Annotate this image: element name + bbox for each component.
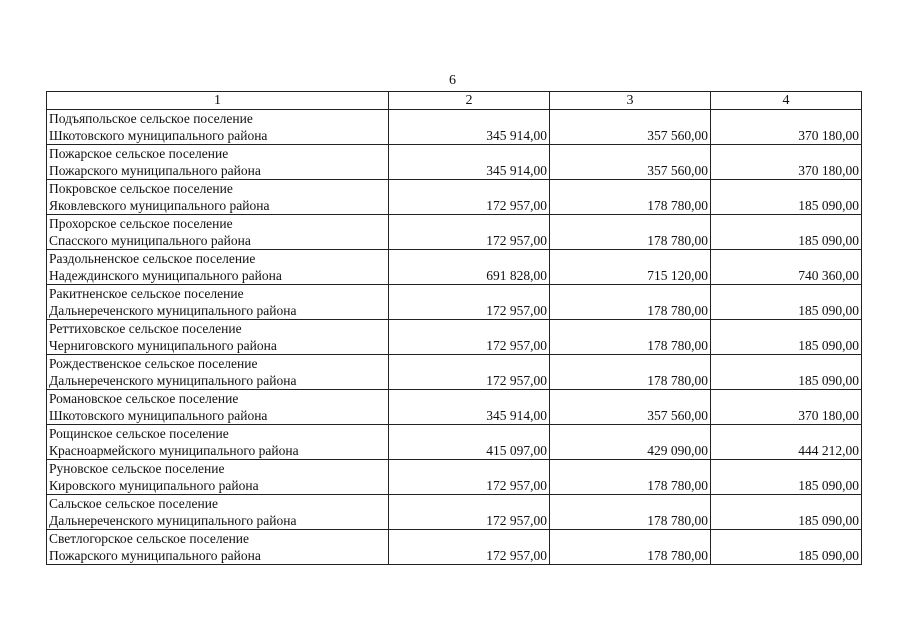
amount-col-4: 185 090,00 (711, 495, 862, 530)
settlement-name: Реттиховское сельское поселение (49, 321, 242, 336)
amount-col-2: 345 914,00 (389, 390, 550, 425)
settlement-name-cell (47, 530, 389, 565)
amount-col-4: 185 090,00 (711, 530, 862, 565)
amount-col-2: 172 957,00 (389, 495, 550, 530)
settlement-name-cell (47, 355, 389, 390)
amount-col-4: 370 180,00 (711, 145, 862, 180)
settlement-name: Прохорское сельское поселение (49, 216, 233, 231)
amount-col-3: 178 780,00 (550, 320, 711, 355)
amount-col-3: 178 780,00 (550, 180, 711, 215)
amount-col-4: 370 180,00 (711, 390, 862, 425)
district-name: Дальнереченского муниципального района (49, 303, 297, 318)
amount-col-3: 715 120,00 (550, 250, 711, 285)
table-row (47, 215, 862, 250)
district-name: Яковлевского муниципального района (49, 198, 270, 213)
settlement-name-cell (47, 145, 389, 180)
settlement-name: Рождественское сельское поселение (49, 356, 258, 371)
amount-col-3: 357 560,00 (550, 110, 711, 145)
table-row (47, 495, 862, 530)
amount-col-2: 172 957,00 (389, 320, 550, 355)
settlement-name: Покровское сельское поселение (49, 181, 233, 196)
settlement-name: Раздольненское сельское поселение (49, 251, 256, 266)
district-name: Надеждинского муниципального района (49, 268, 282, 283)
table-row (47, 250, 862, 285)
table-row (47, 425, 862, 460)
amount-col-4: 185 090,00 (711, 215, 862, 250)
settlement-name: Руновское сельское поселение (49, 461, 225, 476)
table-row (47, 110, 862, 145)
settlement-name: Романовское сельское поселение (49, 391, 239, 406)
table-row (47, 530, 862, 565)
amount-col-2: 415 097,00 (389, 425, 550, 460)
budget-table (46, 91, 862, 565)
settlement-name-cell (47, 425, 389, 460)
amount-col-4: 185 090,00 (711, 320, 862, 355)
amount-col-2: 345 914,00 (389, 145, 550, 180)
table-row (47, 285, 862, 320)
amount-col-2: 172 957,00 (389, 285, 550, 320)
amount-col-3: 178 780,00 (550, 215, 711, 250)
amount-col-4: 444 212,00 (711, 425, 862, 460)
amount-col-3: 357 560,00 (550, 145, 711, 180)
district-name: Пожарского муниципального района (49, 163, 261, 178)
district-name: Красноармейского муниципального района (49, 443, 299, 458)
settlement-name: Светлогорское сельское поселение (49, 531, 250, 546)
district-name: Шкотовского муниципального района (49, 128, 268, 143)
district-name: Черниговского муниципального района (49, 338, 277, 353)
amount-col-4: 185 090,00 (711, 460, 862, 495)
settlement-name: Ракитненское сельское поселение (49, 286, 244, 301)
settlement-name-cell (47, 250, 389, 285)
page-number: 6 (449, 73, 456, 88)
amount-col-2: 172 957,00 (389, 530, 550, 565)
amount-col-2: 172 957,00 (389, 355, 550, 390)
table-row (47, 390, 862, 425)
district-name: Пожарского муниципального района (49, 548, 261, 563)
amount-col-4: 370 180,00 (711, 110, 862, 145)
amount-col-3: 429 090,00 (550, 425, 711, 460)
table-row (47, 460, 862, 495)
amount-col-3: 178 780,00 (550, 355, 711, 390)
settlement-name-cell (47, 180, 389, 215)
amount-col-3: 178 780,00 (550, 285, 711, 320)
district-name: Кировского муниципального района (49, 478, 259, 493)
amount-col-2: 345 914,00 (389, 110, 550, 145)
settlement-name-cell (47, 320, 389, 355)
district-name: Дальнереченского муниципального района (49, 513, 297, 528)
amount-col-4: 185 090,00 (711, 285, 862, 320)
column-header-2: 2 (389, 92, 550, 110)
amount-col-3: 357 560,00 (550, 390, 711, 425)
amount-col-4: 185 090,00 (711, 355, 862, 390)
settlement-name-cell (47, 285, 389, 320)
header-row (47, 92, 862, 110)
amount-col-2: 172 957,00 (389, 215, 550, 250)
amount-col-2: 172 957,00 (389, 460, 550, 495)
district-name: Шкотовского муниципального района (49, 408, 268, 423)
settlement-name: Пожарское сельское поселение (49, 146, 229, 161)
district-name: Спасского муниципального района (49, 233, 251, 248)
settlement-name-cell (47, 215, 389, 250)
settlement-name: Сальское сельское поселение (49, 496, 218, 511)
settlement-name-cell (47, 495, 389, 530)
column-header-3: 3 (550, 92, 711, 110)
amount-col-4: 740 360,00 (711, 250, 862, 285)
table-header (47, 92, 862, 110)
amount-col-3: 178 780,00 (550, 495, 711, 530)
amount-col-3: 178 780,00 (550, 530, 711, 565)
table-row (47, 320, 862, 355)
settlement-name: Подъяпольское сельское поселение (49, 111, 253, 126)
amount-col-2: 691 828,00 (389, 250, 550, 285)
column-header-1: 1 (47, 92, 389, 110)
amount-col-4: 185 090,00 (711, 180, 862, 215)
settlement-name-cell (47, 460, 389, 495)
settlement-name: Рощинское сельское поселение (49, 426, 229, 441)
table-row (47, 180, 862, 215)
settlement-name-cell (47, 110, 389, 145)
amount-col-3: 178 780,00 (550, 460, 711, 495)
table-body (47, 110, 862, 565)
table-row (47, 145, 862, 180)
table-row (47, 355, 862, 390)
settlement-name-cell (47, 390, 389, 425)
column-header-4: 4 (711, 92, 862, 110)
district-name: Дальнереченского муниципального района (49, 373, 297, 388)
amount-col-2: 172 957,00 (389, 180, 550, 215)
